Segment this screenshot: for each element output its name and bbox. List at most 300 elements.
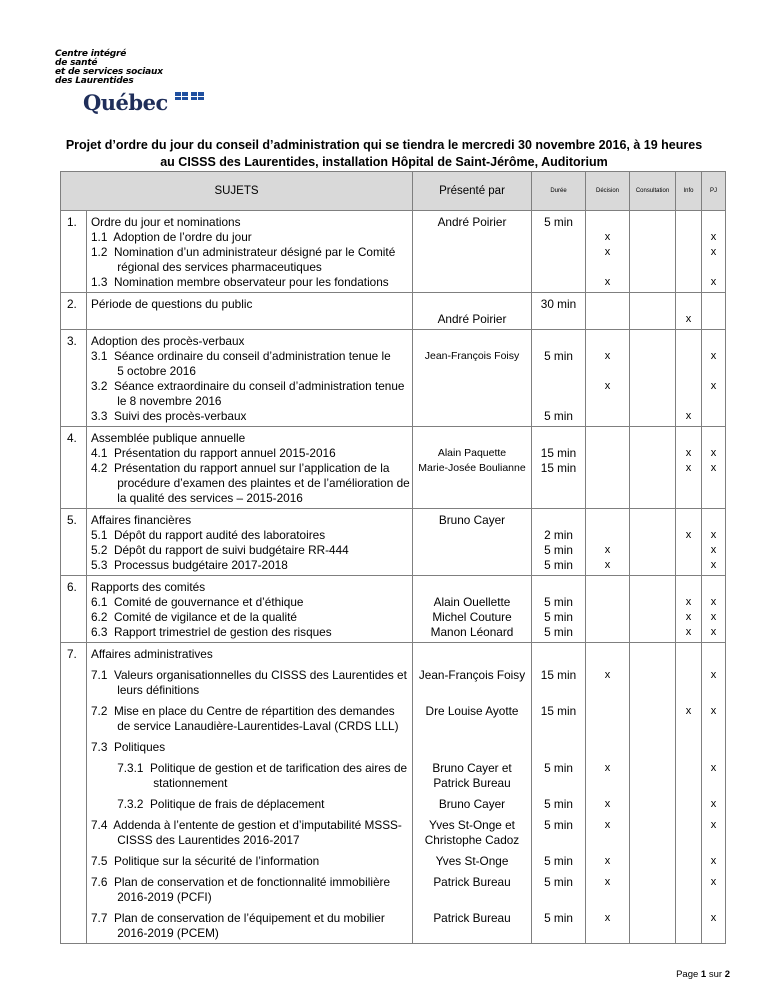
- presenter-group: [415, 911, 529, 941]
- subject-line: 7.2 Mise en place du Centre de répartition des demandes: [91, 704, 395, 718]
- presenter-group: [415, 761, 529, 791]
- presenter: [413, 643, 532, 944]
- table-row: [61, 330, 726, 427]
- value-line: [534, 719, 583, 734]
- subject-line: 5.1 Dépôt du rapport audité des laboratoires: [91, 528, 326, 542]
- presenter-group: [415, 875, 529, 905]
- consultation-mark: [630, 509, 676, 576]
- subject-line: 7.1 Valeurs organisationnelles du CISSS des Laurentides et: [91, 668, 407, 682]
- subject-line: 7.3.2 Politique de frais de déplacement: [91, 797, 325, 811]
- value-line: 5 min: [544, 797, 573, 811]
- value-line: x: [685, 705, 692, 717]
- value-line: [630, 926, 675, 941]
- subject-line: Rapports des comités: [91, 580, 206, 594]
- value-line: [676, 926, 701, 941]
- consultation-mark: [630, 427, 676, 509]
- value-group: [676, 818, 701, 848]
- value-line: x: [710, 819, 717, 831]
- item-number: 4.: [61, 427, 87, 509]
- value-line: [630, 761, 675, 776]
- duration: [532, 293, 586, 330]
- value-group: [676, 668, 701, 698]
- subitem: [91, 854, 408, 869]
- table-row: [61, 211, 726, 293]
- table-row: [61, 427, 726, 509]
- cell-line: [534, 476, 583, 491]
- value-line: x: [710, 855, 717, 867]
- presenter: [413, 330, 532, 427]
- value-line: [676, 776, 701, 791]
- value-line: [534, 890, 583, 905]
- value-group: [586, 854, 629, 869]
- value-line: 5 min: [544, 911, 573, 925]
- cell-line: x: [710, 611, 717, 623]
- value-line: [586, 719, 629, 734]
- consultation-mark: [630, 293, 676, 330]
- value-line: [630, 776, 675, 791]
- cell-line: [676, 364, 701, 379]
- value-line: [676, 797, 701, 812]
- cell-line: [415, 245, 529, 260]
- value-group: [586, 668, 629, 698]
- cell-line: [415, 528, 529, 543]
- table-row: [61, 293, 726, 330]
- spacer: [702, 647, 725, 662]
- value-line: x: [604, 912, 611, 924]
- value-line: x: [604, 762, 611, 774]
- cell-line: [702, 297, 725, 312]
- spacer: [586, 647, 629, 662]
- value-line: [676, 740, 701, 755]
- cell-line: [630, 364, 675, 379]
- cell-line: [630, 215, 675, 230]
- value-group: [586, 797, 629, 812]
- value-line: x: [710, 762, 717, 774]
- cell-line: Jean-François Foisy: [424, 350, 520, 362]
- value-group: [702, 854, 725, 869]
- cell-line: [586, 610, 629, 625]
- value-line: 5 min: [544, 854, 573, 868]
- value-group: [676, 740, 701, 755]
- value-line: [702, 719, 725, 734]
- cell-line: 5 min: [544, 610, 573, 624]
- item-subject: [87, 330, 413, 427]
- table-row: [61, 576, 726, 643]
- cell-line: 15 min: [540, 461, 577, 475]
- cell-line: [630, 394, 675, 409]
- info-mark: [676, 330, 702, 427]
- subject-line: Période de questions du public: [91, 297, 253, 311]
- presenter-group: [415, 740, 529, 755]
- subject-line: 3.1 Séance ordinaire du conseil d’administration tenue le: [91, 349, 391, 363]
- cell-line: x: [710, 350, 717, 362]
- cell-line: [676, 334, 701, 349]
- presenter: [413, 211, 532, 293]
- info-mark: [676, 211, 702, 293]
- value-line: [630, 683, 675, 698]
- value-group: [702, 818, 725, 848]
- value-group: [534, 797, 583, 812]
- value-group: [702, 875, 725, 905]
- cell-line: [415, 275, 529, 290]
- value-group: [534, 911, 583, 941]
- value-line: [676, 668, 701, 683]
- cell-line: [586, 394, 629, 409]
- subject-line: 4.2 Présentation du rapport annuel sur l’application de la: [91, 461, 390, 475]
- value-group: [676, 761, 701, 791]
- item-subject: [87, 427, 413, 509]
- subject-line: 1.2 Nomination d’un administrateur désigné par le Comité: [91, 245, 396, 259]
- subject-line: 7.4 Addenda à l’entente de gestion et d’imputabilité MSSS-: [91, 818, 402, 832]
- subitem: [91, 818, 408, 848]
- cell-line: 5 min: [544, 543, 573, 557]
- cell-line: [630, 409, 675, 424]
- cell-line: [534, 580, 583, 595]
- subject-line: Ordre du jour et nominations: [91, 215, 241, 229]
- value-group: [702, 911, 725, 941]
- cell-line: [586, 595, 629, 610]
- value-line: [534, 740, 583, 755]
- cell-line: [415, 334, 529, 349]
- cell-line: [676, 491, 701, 506]
- subject-line: 5.2 Dépôt du rapport de suivi budgétaire RR-444: [91, 543, 349, 557]
- spacer: [415, 647, 529, 662]
- cell-line: x: [604, 276, 611, 288]
- cell-line: [630, 379, 675, 394]
- spacer: [630, 647, 675, 662]
- cell-line: x: [604, 246, 611, 258]
- cell-line: [676, 558, 701, 573]
- info-mark: [676, 509, 702, 576]
- quebec-wordmark: Québec: [83, 90, 168, 115]
- cell-line: Alain Paquette: [437, 447, 507, 459]
- value-line: [676, 818, 701, 833]
- subitem: [91, 875, 408, 905]
- cell-line: [702, 334, 725, 349]
- consultation-mark: [630, 576, 676, 643]
- value-line: [702, 776, 725, 791]
- cell-line: x: [604, 544, 611, 556]
- decision-mark: [586, 211, 630, 293]
- subitem: [91, 911, 408, 941]
- consultation-mark: [630, 330, 676, 427]
- value-group: [534, 704, 583, 734]
- cell-line: [534, 230, 583, 245]
- cell-line: [586, 513, 629, 528]
- cell-line: [415, 230, 529, 245]
- cell-line: [534, 491, 583, 506]
- value-line: [534, 683, 583, 698]
- subject-line: 7.7 Plan de conservation de l’équipement et du mobilier: [91, 911, 385, 925]
- subject-line: Affaires financières: [91, 513, 192, 527]
- cell-line: [630, 595, 675, 610]
- cell-line: x: [710, 447, 717, 459]
- organization-name: [55, 50, 205, 86]
- consultation-mark: [630, 643, 676, 944]
- cell-line: Michel Couture: [432, 610, 512, 624]
- document-title: Projet d’ordre du jour du conseil d’administration qui se tiendra le mercredi 30 novembre 2016, à 19 heures au CISSS des Laurentides, installation Hôpital de Saint-Jérôme, Auditorium: [65, 138, 703, 169]
- value-line: [676, 875, 701, 890]
- cell-line: x: [710, 544, 717, 556]
- cell-line: 5 min: [544, 595, 573, 609]
- cell-line: André Poirier: [437, 215, 507, 229]
- info-mark: [676, 576, 702, 643]
- decision-mark: [586, 643, 630, 944]
- cell-line: [702, 513, 725, 528]
- cell-line: [415, 431, 529, 446]
- cell-line: [415, 409, 529, 424]
- cell-line: [415, 394, 529, 409]
- cell-line: [630, 446, 675, 461]
- cell-line: [586, 297, 629, 312]
- cell-line: [630, 610, 675, 625]
- cell-line: x: [710, 246, 717, 258]
- value-group: [586, 740, 629, 755]
- cell-line: [630, 349, 675, 364]
- subject-line: stationnement: [91, 776, 228, 790]
- value-group: [586, 704, 629, 734]
- cell-line: [415, 364, 529, 379]
- value-group: [702, 761, 725, 791]
- cell-line: [534, 379, 583, 394]
- decision-mark: [586, 293, 630, 330]
- item-number: 3.: [61, 330, 87, 427]
- cell-line: x: [685, 626, 692, 638]
- value-group: [676, 704, 701, 734]
- subject-line: 7.6 Plan de conservation et de fonctionnalité immobilière: [91, 875, 391, 889]
- cell-line: [676, 215, 701, 230]
- col-header-duree: Durée: [532, 172, 586, 211]
- value-group: [534, 761, 583, 791]
- cell-line: [586, 580, 629, 595]
- cell-line: 5 min: [544, 215, 573, 229]
- value-line: 5 min: [544, 875, 573, 889]
- subitem: [91, 740, 408, 755]
- subject-line: 3.3 Suivi des procès-verbaux: [91, 409, 247, 423]
- cell-line: [630, 558, 675, 573]
- value-line: [702, 740, 725, 755]
- value-group: [702, 704, 725, 734]
- cell-line: [534, 275, 583, 290]
- value-line: [676, 719, 701, 734]
- value-group: [676, 875, 701, 905]
- cell-line: [630, 334, 675, 349]
- subject-line: Assemblée publique annuelle: [91, 431, 246, 445]
- value-line: [676, 833, 701, 848]
- value-group: [630, 911, 675, 941]
- subject-line: 3.2 Séance extraordinaire du conseil d’administration tenue: [91, 379, 405, 393]
- value-group: [630, 875, 675, 905]
- value-group: [534, 740, 583, 755]
- pj-mark: [702, 293, 726, 330]
- cell-line: [586, 431, 629, 446]
- value-group: [586, 875, 629, 905]
- cell-line: x: [710, 529, 717, 541]
- value-group: [586, 911, 629, 941]
- cell-line: [586, 260, 629, 275]
- value-line: [702, 890, 725, 905]
- subject-line: la qualité des services – 2015-2016: [91, 491, 303, 505]
- cell-line: 5 min: [544, 349, 573, 363]
- presenter-group: [415, 854, 529, 869]
- value-line: [676, 683, 701, 698]
- value-line: [676, 911, 701, 926]
- duration: [532, 211, 586, 293]
- subject-line: 6.3 Rapport trimestriel de gestion des risques: [91, 625, 332, 639]
- cell-line: [630, 461, 675, 476]
- cell-line: 5 min: [544, 409, 573, 423]
- presenter-line: [415, 890, 529, 905]
- subject-line: 7.5 Politique sur la sécurité de l’information: [91, 854, 320, 868]
- item-number: 1.: [61, 211, 87, 293]
- value-line: [630, 890, 675, 905]
- presenter-line: Patrick Bureau: [433, 911, 511, 925]
- cell-line: [702, 431, 725, 446]
- presenter-line: Bruno Cayer et: [432, 761, 512, 775]
- cell-line: [676, 245, 701, 260]
- pj-mark: [702, 643, 726, 944]
- value-group: [630, 704, 675, 734]
- subject-line: Affaires administratives: [91, 647, 213, 661]
- subject-line: 5 octobre 2016: [91, 364, 196, 378]
- cell-line: [415, 260, 529, 275]
- presenter-line: Patrick Bureau: [433, 875, 511, 889]
- cell-line: Alain Ouellette: [433, 595, 511, 609]
- cell-line: [702, 409, 725, 424]
- cell-line: [586, 625, 629, 640]
- value-line: [702, 833, 725, 848]
- subject-line: 1.3 Nomination membre observateur pour les fondations: [91, 275, 389, 289]
- presenter-line: Christophe Cadoz: [424, 833, 520, 847]
- duration: [532, 330, 586, 427]
- item-subject: [87, 643, 413, 944]
- value-group: [586, 761, 629, 791]
- presenter-line: Yves St-Onge et: [429, 818, 515, 832]
- duration: [532, 427, 586, 509]
- cell-line: [630, 297, 675, 312]
- cell-line: [630, 275, 675, 290]
- presenter-line: [415, 683, 529, 698]
- decision-mark: [586, 330, 630, 427]
- value-group: [630, 797, 675, 812]
- col-header-presente: Présenté par: [413, 172, 532, 211]
- spacer: [534, 647, 583, 662]
- cell-line: x: [685, 410, 692, 422]
- value-line: [702, 926, 725, 941]
- value-line: [586, 704, 629, 719]
- subject-line: de service Lanaudière-Laurentides-Laval (CRDS LLL): [91, 719, 399, 733]
- cell-line: x: [604, 350, 611, 362]
- value-group: [586, 818, 629, 848]
- presenter: [413, 509, 532, 576]
- decision-mark: [586, 427, 630, 509]
- value-line: [630, 833, 675, 848]
- cell-line: [415, 379, 529, 394]
- cell-line: x: [710, 596, 717, 608]
- cell-line: [702, 215, 725, 230]
- value-line: [630, 911, 675, 926]
- presenter-group: [415, 818, 529, 848]
- value-line: [630, 668, 675, 683]
- value-line: x: [710, 912, 717, 924]
- col-header-pj: PJ: [702, 172, 726, 211]
- cell-line: x: [710, 462, 717, 474]
- value-line: [534, 776, 583, 791]
- cell-line: [676, 379, 701, 394]
- cell-line: [415, 543, 529, 558]
- cell-line: [630, 230, 675, 245]
- item-subject: [87, 509, 413, 576]
- spacer: [676, 647, 701, 662]
- cell-line: [586, 215, 629, 230]
- cell-line: [534, 431, 583, 446]
- value-group: [630, 818, 675, 848]
- cell-line: [630, 245, 675, 260]
- subject-line: 7.3.1 Politique de gestion et de tarification des aires de: [91, 761, 408, 775]
- cell-line: x: [685, 313, 692, 325]
- table-header-row: [61, 172, 726, 211]
- item-subject: [87, 576, 413, 643]
- cell-line: x: [604, 380, 611, 392]
- cell-line: 5 min: [544, 625, 573, 639]
- subject-line: 2016-2019 (PCFI): [91, 890, 212, 904]
- item-number: 2.: [61, 293, 87, 330]
- cell-line: [702, 364, 725, 379]
- presenter-group: [415, 704, 529, 734]
- cell-line: [630, 476, 675, 491]
- subject-line: leurs définitions: [91, 683, 200, 697]
- cell-line: [586, 528, 629, 543]
- cell-line: [702, 476, 725, 491]
- value-group: [534, 818, 583, 848]
- value-group: [534, 668, 583, 698]
- presenter-line: [415, 740, 529, 755]
- cell-line: [676, 543, 701, 558]
- value-line: x: [604, 798, 611, 810]
- pj-mark: [702, 330, 726, 427]
- value-line: [586, 833, 629, 848]
- item-number: 5.: [61, 509, 87, 576]
- cell-line: [415, 476, 529, 491]
- cell-line: 15 min: [540, 446, 577, 460]
- value-group: [676, 797, 701, 812]
- value-line: [586, 776, 629, 791]
- cell-line: x: [685, 611, 692, 623]
- cell-line: 5 min: [544, 558, 573, 572]
- col-header-info: Info: [676, 172, 702, 211]
- subitem: [91, 797, 408, 812]
- pj-mark: [702, 211, 726, 293]
- pj-mark: [702, 427, 726, 509]
- subitem: [91, 668, 408, 698]
- cell-line: [702, 491, 725, 506]
- value-line: [630, 875, 675, 890]
- value-line: [586, 683, 629, 698]
- item-number: 6.: [61, 576, 87, 643]
- pj-mark: [702, 509, 726, 576]
- cell-line: [586, 461, 629, 476]
- cell-line: x: [685, 529, 692, 541]
- value-line: 5 min: [544, 761, 573, 775]
- cell-line: x: [710, 559, 717, 571]
- duration: [532, 643, 586, 944]
- fleurdelise-flag-icon: [191, 92, 204, 100]
- cell-line: Bruno Cayer: [438, 513, 506, 527]
- presenter: [413, 427, 532, 509]
- cell-line: [676, 513, 701, 528]
- organization-name-line: Centre intégré: [55, 49, 127, 59]
- info-mark: [676, 293, 702, 330]
